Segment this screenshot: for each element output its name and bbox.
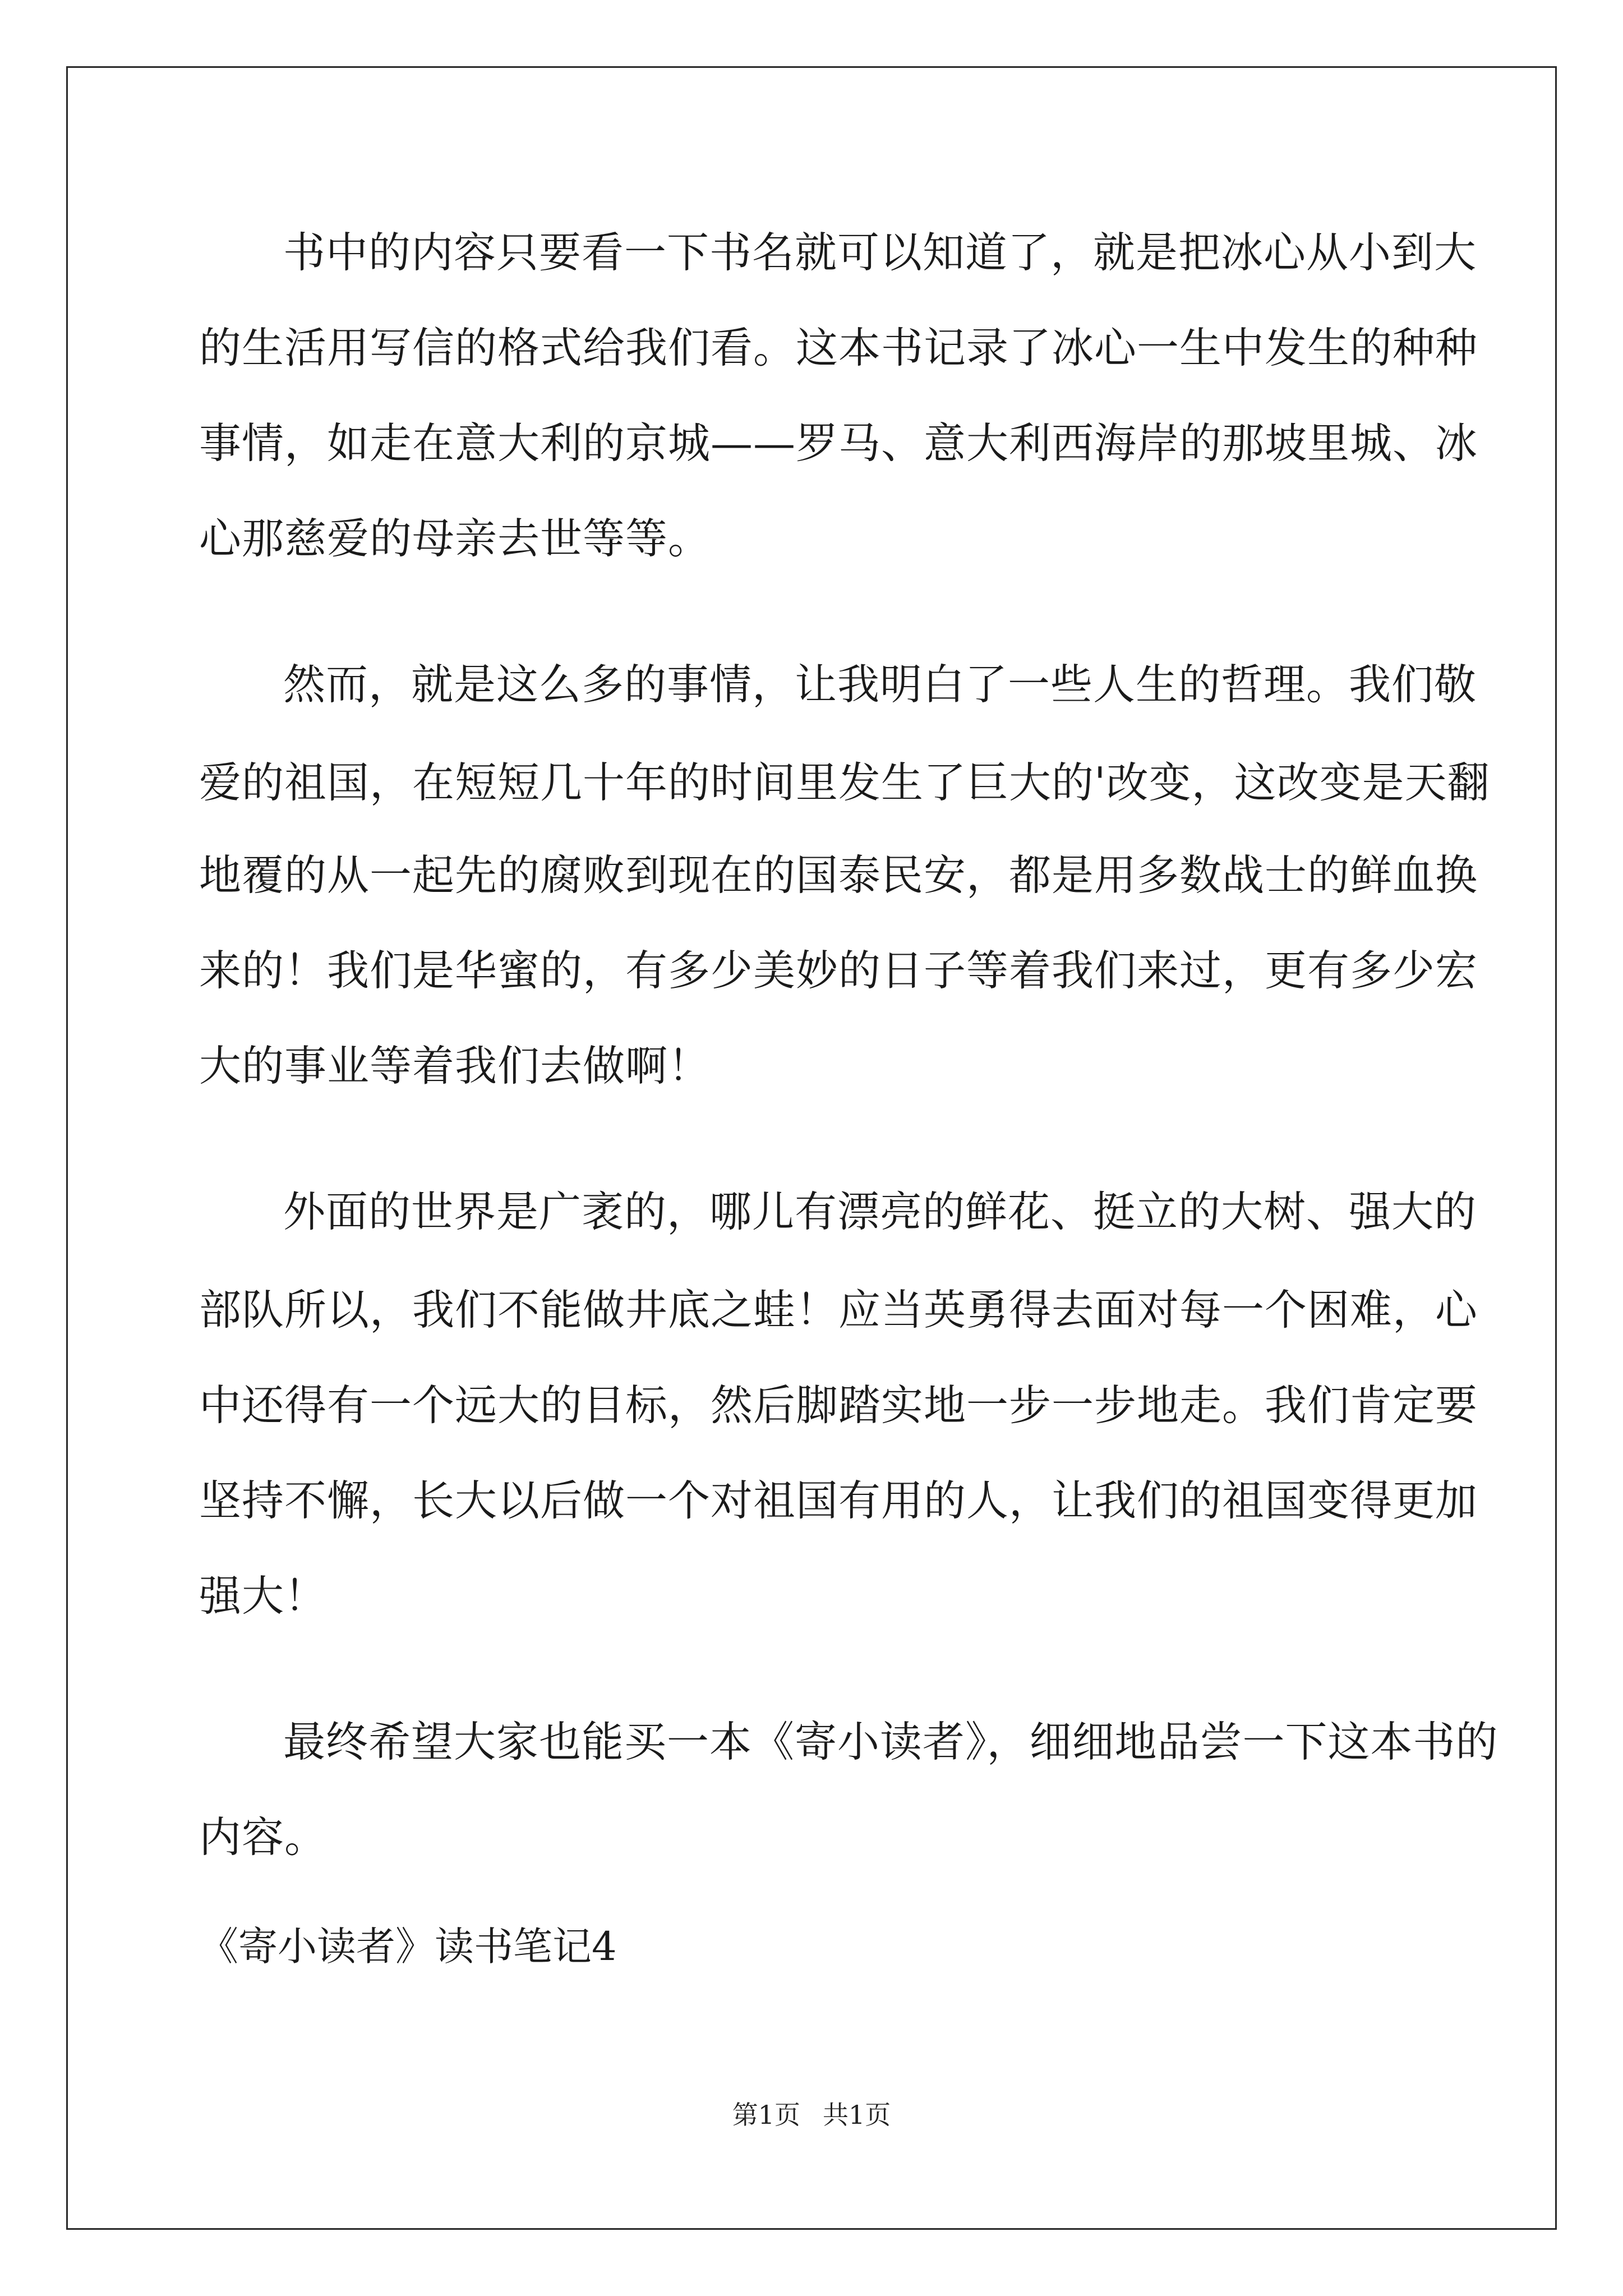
paragraph-3-line-2: 部队所以，我们不能做井底之蛙！应当英勇得去面对每一个困难，心 — [199, 1285, 1478, 1335]
paragraph-2-line-5: 大的事业等着我们去做啊！ — [199, 1041, 711, 1091]
page-number: 第1页 — [732, 2100, 800, 2130]
paragraph-4-line-2: 内容。 — [199, 1812, 328, 1862]
paragraph-1-line-4: 心那慈爱的母亲去世等等。 — [199, 514, 711, 563]
paragraph-3-line-3: 中还得有一个远大的目标，然后脚踏实地一步一步地走。我们肯定要 — [199, 1381, 1478, 1430]
paragraph-2-line-4: 来的！我们是华蜜的，有多少美妙的日子等着我们来过，更有多少宏 — [199, 946, 1478, 995]
paragraph-1-line-1: 书中的内容只要看一下书名就可以知道了，就是把冰心从小到大 — [283, 228, 1477, 277]
section-heading: 《寄小读者》读书笔记4 — [199, 1924, 617, 1970]
paragraph-3-line-4: 坚持不懈，长大以后做一个对祖国有用的人，让我们的祖国变得更加 — [199, 1476, 1478, 1525]
paragraph-4-line-1: 最终希望大家也能买一本《寄小读者》，细细地品尝一下这本书的 — [283, 1717, 1498, 1766]
paragraph-3-line-1: 外面的世界是广袤的，哪儿有漂亮的鲜花、挺立的大树、强大的 — [283, 1187, 1477, 1236]
page-total: 共1页 — [823, 2100, 891, 2130]
paragraph-2-line-2: 爱的祖国，在短短几十年的时间里发生了巨大的'改变，这改变是天翻 — [199, 758, 1490, 807]
page-footer — [0, 2098, 1623, 2132]
paragraph-1-line-3: 事情，如走在意大利的京城——罗马、意大利西海岸的那坡里城、冰 — [199, 418, 1478, 468]
paragraph-1-line-2: 的生活用写信的格式给我们看。这本书记录了冰心一生中发生的种种 — [199, 323, 1478, 372]
page-border — [66, 66, 1557, 2230]
paragraph-2-line-3: 地覆的从一起先的腐败到现在的国泰民安，都是用多数战士的鲜血换 — [199, 850, 1478, 900]
paragraph-2-line-1: 然而，就是这么多的事情，让我明白了一些人生的哲理。我们敬 — [283, 660, 1477, 709]
paragraph-3-line-5: 强大！ — [199, 1571, 328, 1621]
